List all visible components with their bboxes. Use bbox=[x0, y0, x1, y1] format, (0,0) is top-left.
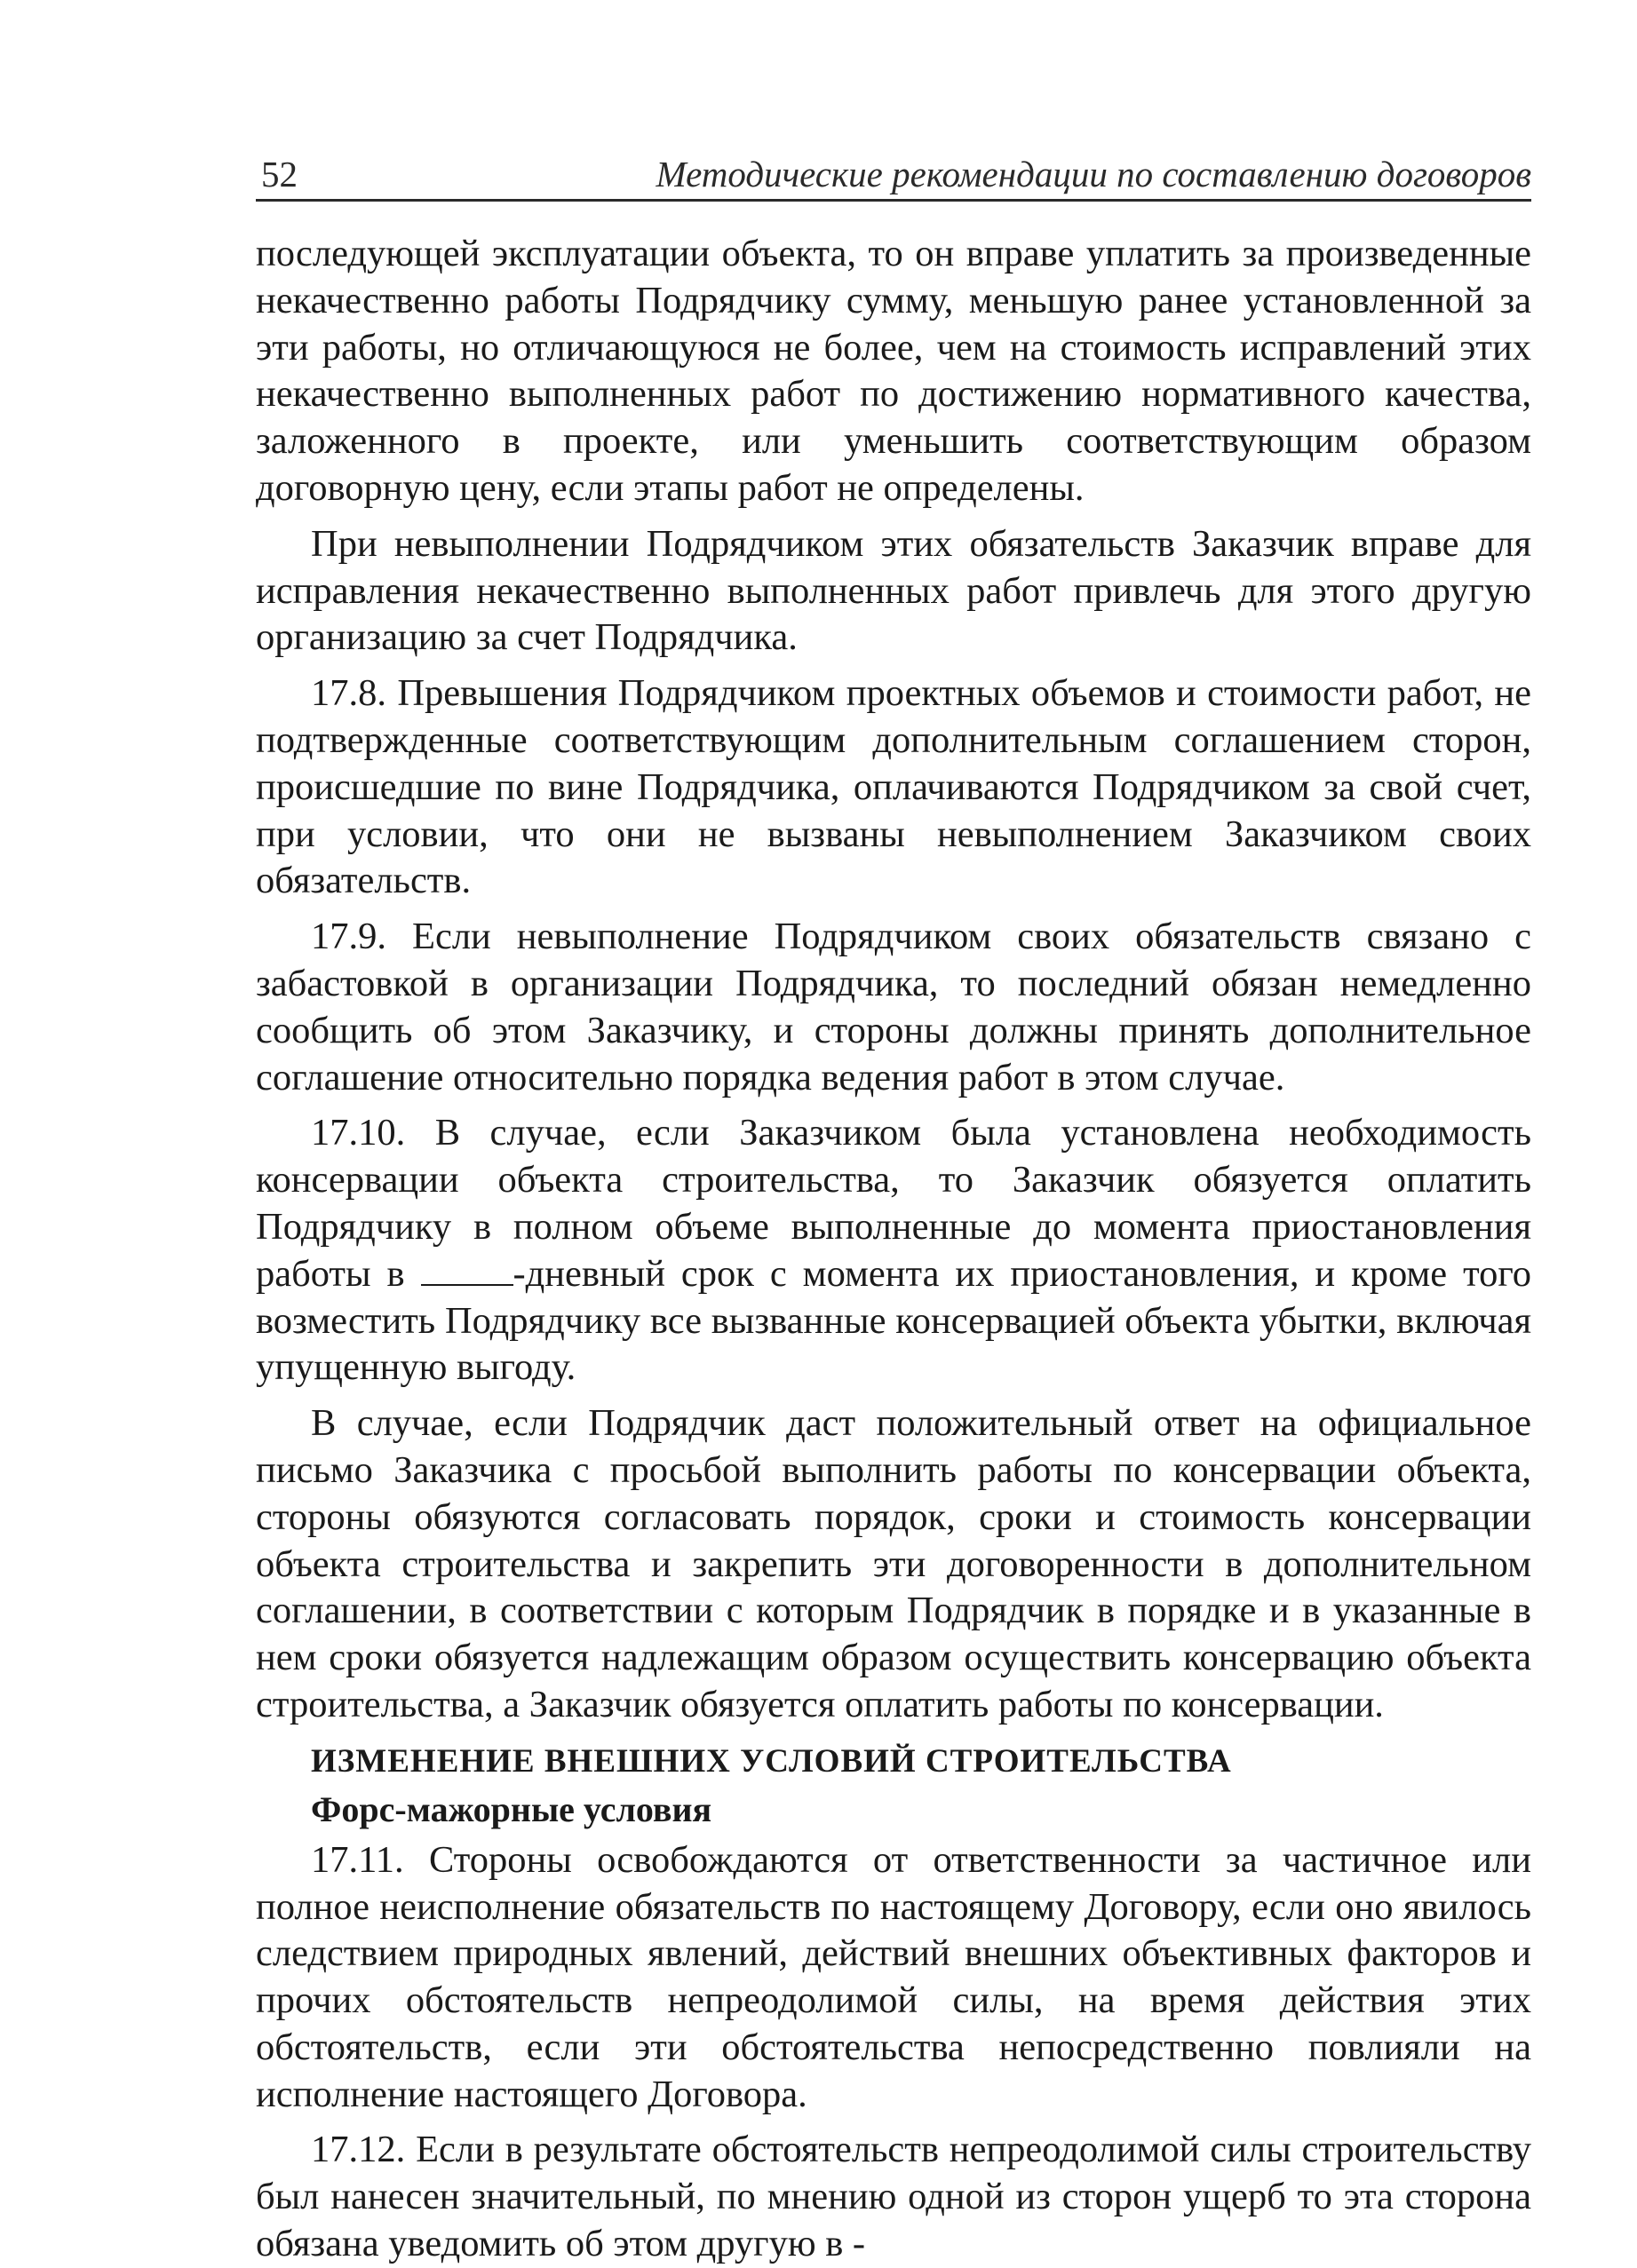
paragraph: При невыполнении Подрядчиком этих обязательств Заказчик вправе для исправления некачественно выполненных работ привлечь для этого другую организацию за счет Подрядчика. bbox=[256, 522, 1531, 659]
paragraph: В случае, если Подрядчик даст положительный ответ на официальное письмо Заказчика с просьбой выполнить работы по консервации объекта, стороны обязуются согласовать порядок, сроки и стоимость консервации объекта строительства и закрепить эти договоренности в дополнительном соглашении, в соответствии с которым Подрядчик в порядке и в указанные в нем сроки обязуется надлежащим образом осуществить консервацию объекта строительства, а Заказчик обязуется оплатить работы по консервации. bbox=[256, 1402, 1531, 1725]
blank-fill-line bbox=[421, 1257, 513, 1286]
subsection-heading: Форс-мажорные условия bbox=[311, 1788, 712, 1829]
clause-17-10-text-end: -дневный срок с момента их приостановления, и кроме того возместить Подрядчику все вызванные консервацией объекта убытки, включая упущенную выгоду. bbox=[256, 1252, 1531, 1389]
page-number: 52 bbox=[261, 154, 298, 194]
clause-17-9: 17.9. Если невыполнение Подрядчиком своих обязательств связано с забастовкой в организации Подрядчика, то последний обязан немедленно сообщить об этом Заказчику, и стороны должны принять дополнительное соглашение относительно порядка ведения работ в этом случае. bbox=[256, 916, 1531, 1098]
section-heading: ИЗМЕНЕНИЕ ВНЕШНИХ УСЛОВИЙ СТРОИТЕЛЬСТВА bbox=[311, 1742, 1232, 1780]
clause-17-12: 17.12. Если в результате обстоятельств непреодолимой силы строительству был нанесен значительный, по мнению одной из сторон ущерб то эта сторона обязана уведомить об этом другую в - bbox=[256, 2129, 1531, 2265]
paragraph-continuation: последующей эксплуатации объекта, то он вправе уплатить за произведенные некачественно работы Подрядчику сумму, меньшую ранее установленной за эти работы, но отличающуюся не более, чем на стоимость исправлений этих некачественно выполненных работ по достижению нормативного качества, заложенного в проекте, или уменьшить соответствующим образом договорную цену, если этапы работ не определены. bbox=[256, 233, 1531, 509]
clause-17-10 bbox=[256, 1110, 1531, 1392]
running-title: Методические рекомендации по составлению договоров bbox=[656, 154, 1531, 194]
body-text bbox=[256, 231, 1531, 2268]
clause-17-8: 17.8. Превышения Подрядчиком проектных объемов и стоимости работ, не подтвержденные соответствующим дополнительным соглашением сторон, происшедшие по вине Подрядчика, оплачиваются Подрядчиком за свой счет, при условии, что они не вызваны невыполнением Заказчиком своих обязательств. bbox=[256, 672, 1531, 902]
clause-17-11: 17.11. Стороны освобождаются от ответственности за частичное или полное неисполнение обязательств по настоящему Договору, если оно явилось следствием природных явлений, действий внешних объективных факторов и прочих обстоятельств непреодолимой силы, на время действия этих обстоятельств, если эти обстоятельства непосредственно повлияли на исполнение настоящего Договора. bbox=[256, 1838, 1531, 2115]
clause-17-10-text-start: 17.10. В случае, если Заказчиком была установлена необходимость консервации объекта строительства, то Заказчик обязуется оплатить Подрядчику в полном объеме выполненные до момента приостановления работы в bbox=[256, 1112, 1531, 1295]
running-head bbox=[256, 142, 1531, 202]
